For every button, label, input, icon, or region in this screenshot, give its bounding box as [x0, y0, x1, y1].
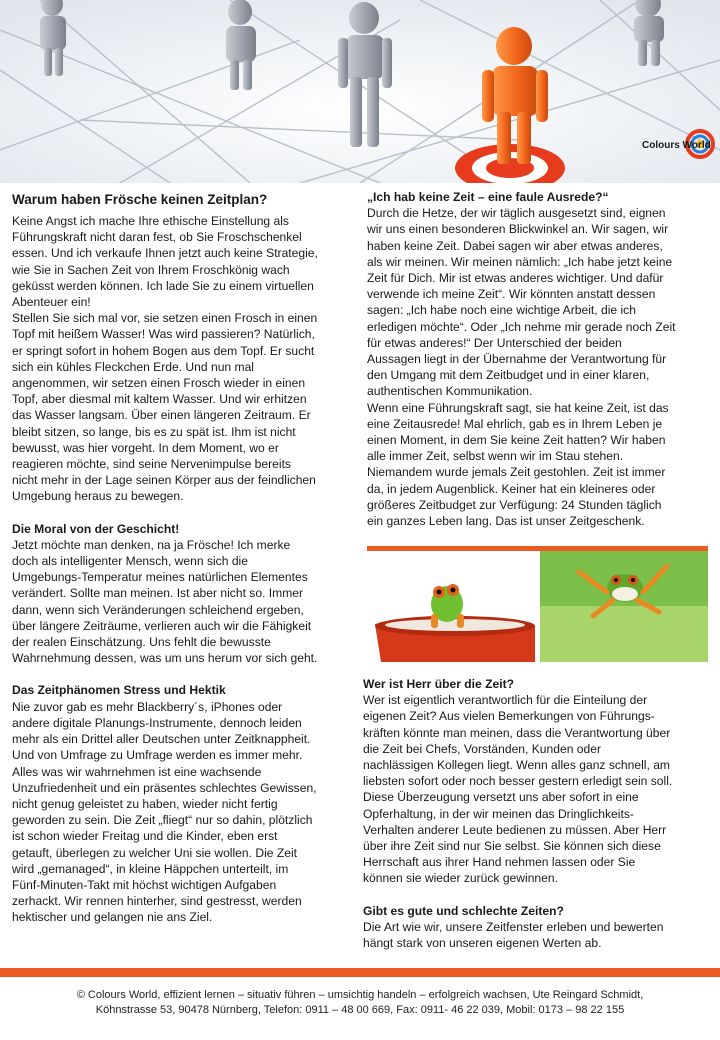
text-line: da, in jedem Augenblick. Keiner hat ein kleineres oder — [367, 481, 656, 496]
text-line: Unzufriedenheit und ein präsentes schlechtes Gewissen, — [12, 780, 317, 795]
text-line: eigenen Zeit? Aus vielen Bemerkungen von Führungs- — [363, 709, 655, 724]
text-line: Herrschaft aus ihrer Hand nehmen lassen oder Sie — [363, 855, 636, 870]
text-line: die Zeit bei Chefs, Vorständen, Kunden oder — [363, 741, 602, 756]
text-line: Wenn eine Führungskraft sagt, sie hat keine Zeit, ist das — [367, 400, 669, 415]
text-line: für etwas anderes!“ Der Unterschied der beiden — [367, 335, 622, 350]
text-line: zerhackt. Wir rennen hinterher, sind gestresst, werden — [12, 894, 302, 909]
text-line: sagen: „Ich habe noch eine wichtige Arbeit, die ich — [367, 303, 636, 318]
text-line: nicht genug geleistet zu haben, wieder nicht fertig — [12, 796, 278, 811]
text-line: kräften könnte man meinen, dass die Verantwortung über — [363, 725, 671, 740]
text-line: reagieren möchte, sind seine Nervenimpulse bereits — [12, 457, 291, 472]
text-line: verändert. Sollte man meinen. Ist aber nicht so. Immer — [12, 586, 304, 601]
heading-moral: Die Moral von der Geschicht! — [12, 521, 180, 536]
text-line: Verhalten anderer Leute bedienen zu müssen. Aber Herr — [363, 822, 667, 837]
text-line: sich ein kühles Fleckchen Erde. Und nun mal — [12, 359, 254, 374]
intro-paragraph — [12, 213, 352, 505]
text-line: authentischen Kommunikation. — [367, 384, 533, 399]
text-line: Alles was wir wahrnehmen ist eine wachsende — [12, 764, 262, 779]
text-line: erledigen möchte“. Oder „Ich nehme mir gerade noch Zeit — [367, 319, 676, 334]
text-line: eine Zeitausrede! Mal ehrlich, gab es in Ihrem Leben je — [367, 416, 663, 431]
text-line: essen. Und ich verkaufe Ihnen jetzt auch keine Strategie, — [12, 246, 318, 261]
article-title: Warum haben Frösche keinen Zeitplan? — [12, 192, 268, 207]
text-line: dann, wenn sich Veränderungen schleichend ergeben, — [12, 602, 304, 617]
excuse-paragraph — [367, 205, 711, 529]
footer-line-2: Köhnstrasse 53, 90478 Nürnberg, Telefon: 0911 – 48 00 669, Fax: 0911- 46 22 039, Mobil: 0173 – 98 22 155 — [95, 1004, 625, 1016]
text-line: über längere Zeiträume, verlieren auch wir die Fähigkeit — [12, 618, 312, 633]
text-line: geworden zu sein. Die Zeit „fliegt“ nur so dahin, plötzlich — [12, 813, 313, 828]
text-line: größeres Zeitbudget zur Verfügung: 24 Stunden täglich — [367, 497, 662, 512]
text-line: Durch die Hetze, der wir täglich ausgesetzt sind, eignen — [367, 206, 666, 221]
text-line: können sie wieder zurück gewinnen. — [363, 871, 558, 886]
text-line: Opferhaltung, in der wir meinen das Dringlichkeits- — [363, 806, 634, 821]
heading-excuse: „Ich hab keine Zeit – eine faule Ausrede?“ — [367, 190, 609, 204]
text-line: Keine Angst ich mache Ihre ethische Einstellung als — [12, 214, 289, 228]
left-column — [12, 191, 352, 926]
good-bad-paragraph — [363, 919, 711, 951]
text-line: angenommen, wir setzen einen Frosch wieder in einen — [12, 376, 306, 391]
text-line: ein ganzes Leben lang. Das ist unser Zeitgeschenk. — [367, 514, 645, 529]
text-line: bleibt sitzen, so lange, bis es zu spät ist. Ihm ist nicht — [12, 424, 296, 439]
text-line: Die Art wie wir, unsere Zeitfenster erleben und bewerten — [363, 919, 664, 934]
footer-line-1: © Colours World, effizient lernen – situativ führen – umsichtig handeln – erfolgreich wachsen, Ute Reingard Schmidt, — [76, 989, 644, 1001]
moral-paragraph — [12, 537, 352, 667]
text-line: nachlässigen Kollegen liegt. Wenn alles ganz schnell, am — [363, 758, 671, 773]
text-line: getauft, überlegen zu welcher Uni sie wollen. Die Zeit — [12, 845, 298, 860]
text-line: Diese Überzeugung versetzt uns aber sofort in eine — [363, 790, 639, 805]
text-line: Topf mit heißem Wasser! Was wird passieren? Natürlich, — [12, 327, 315, 342]
text-line: Umgebungs-Temperatur meines natürlichen Elementes — [12, 570, 308, 585]
text-line: wie Sie in Sachen Zeit von Ihrem Froschkönig wach — [12, 262, 290, 277]
text-line: haben keine Zeit. Dabei sagen wir aber etwas anderes, — [367, 238, 663, 253]
text-line: Abenteuer ein! — [12, 295, 91, 310]
text-line: Fünf-Minuten-Takt mit höchst wichtigen Aufgaben — [12, 877, 277, 892]
text-line: Wer ist eigentlich verantwortlich für die Einteilung der — [363, 693, 648, 708]
text-line: Führungskraft nicht daran fest, ob Sie Froschschenkel — [12, 230, 302, 245]
heading-master-of-time: Wer ist Herr über die Zeit? — [363, 677, 514, 691]
text-line: Stellen Sie sich mal vor, sie setzen einen Frosch in einen — [12, 311, 318, 326]
frog-in-pot-photo — [367, 551, 537, 662]
text-line: verwende ich meine Zeit“. Wir könnten anstatt dessen — [367, 287, 656, 302]
hero-image — [0, 0, 720, 183]
right-column-bottom — [363, 676, 711, 951]
text-line: Jetzt möchte man denken, na ja Frösche! Ich merke — [12, 537, 291, 552]
text-line: Nie zuvor gab es mehr Blackberry´s, iPhones oder — [12, 699, 283, 714]
svg-text:Colours World: Colours World — [642, 140, 711, 151]
footer-contact — [0, 988, 720, 1018]
text-line: als wir meinen. Wir meinen nämlich: „Ich habe jetzt keine — [367, 254, 673, 269]
text-line: wird „gemanaged“, in kleine Häppchen unterteilt, im — [12, 861, 289, 876]
text-line: der realen Einschätzung. Uns fehlt die bewusste — [12, 635, 271, 650]
text-line: hektischer und gelangen nie ans Ziel. — [12, 910, 213, 925]
text-line: Und von Umfrage zu Umfrage werden es immer mehr. — [12, 748, 303, 763]
text-line: das Wasser langsam. Über einen längeren Zeitraum. Er — [12, 408, 311, 423]
text-line: liebsten sofort oder noch besser gestern erledigt sein soll. — [363, 774, 673, 789]
text-line: nicht mehr in der Lage seinen Körper aus der feindlichen — [12, 473, 316, 488]
text-line: Umgebung heraus zu bewegen. — [12, 489, 184, 504]
text-line: einen Moment, in dem Sie keine Zeit hatten? Wir haben — [367, 433, 666, 448]
footer-divider — [0, 968, 720, 977]
text-line: andere digitale Planungs-Instrumente, dennoch leiden — [12, 715, 302, 730]
network-people-illustration — [0, 0, 720, 183]
jumping-frog-photo — [540, 551, 708, 662]
right-column-top — [367, 189, 711, 529]
text-line: Topf, aber diesmal mit kaltem Wasser. Und wir erhitzen — [12, 392, 307, 407]
text-line: alle immer Zeit, selbst wenn wir im Stau stehen. — [367, 449, 624, 464]
text-line: Zeit für Dich. Mir ist etwas anderes wichtiger. Und dafür — [367, 271, 664, 286]
heading-good-bad-times: Gibt es gute und schlechte Zeiten? — [363, 903, 564, 918]
text-line: Wahrnehmung dessen, was um uns herum vor sich geht. — [12, 651, 318, 666]
text-line: Niemandem wurde jemals Zeit gestohlen. Zeit ist immer — [367, 465, 666, 480]
text-line: er springt sofort in hohem Bogen aus dem Topf. Er sucht — [12, 343, 315, 358]
text-line: Aussagen liegt in der Übernahme der Verantwortung für — [367, 352, 667, 367]
text-line: doch als intelligenter Mensch, wenn sich die — [12, 554, 248, 569]
text-line: hängt stark von unseren eigenen Werten ab. — [363, 936, 602, 951]
master-paragraph — [363, 692, 711, 886]
text-line: wir uns einen besonderen Blickwinkel an. Wir sagen, wir — [367, 222, 669, 237]
colours-world-logo — [640, 124, 716, 166]
text-line: geküsst werden können. Ich lade Sie zu einem virtuellen — [12, 278, 314, 293]
text-line: über ihre Zeit sind nur Sie selbst. Sie können sich diese — [363, 839, 661, 854]
text-line: mehr als ein Drittel aller Deutschen unter Zeitknappheit. — [12, 732, 311, 747]
heading-stress: Das Zeitphänomen Stress und Hektik — [12, 683, 226, 698]
text-line: bewusst, was hier vorgeht. In dem Moment, wo er — [12, 440, 279, 455]
frog-photos — [367, 546, 708, 662]
text-line: ist schon wieder Freitag und die Kinder, eben erst — [12, 829, 278, 844]
stress-paragraph — [12, 699, 352, 926]
text-line: den Umgang mit dem Zeitbudget und in einer klaren, — [367, 368, 650, 383]
